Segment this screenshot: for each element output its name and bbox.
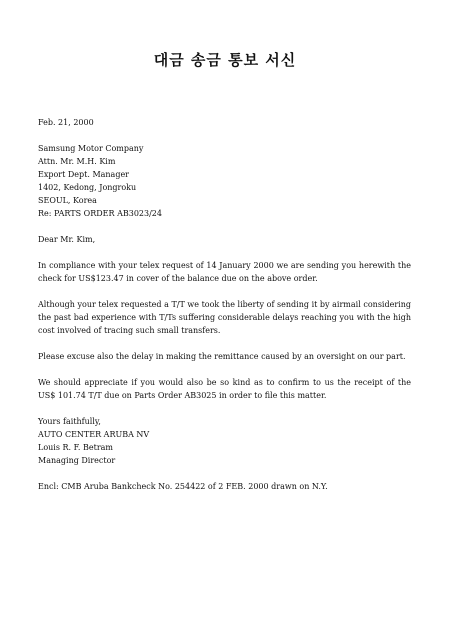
closing-block <box>38 415 411 467</box>
letter-body <box>38 116 411 506</box>
paragraph-confirmation: We should appreciate if you would also be so kind as to confirm to us the receipt of the US$ 101.74 T/T due on Parts Order AB3025 in order to file this matter. <box>38 378 411 400</box>
document-title: 대금 송금 통보 서신 <box>153 51 297 69</box>
sender-title: Managing Director <box>38 456 116 465</box>
letter-date <box>38 116 411 129</box>
recipient-city: SEOUL, Korea <box>38 196 97 205</box>
paragraph-airmail: Although your telex requested a T/T we took the liberty of sending it by airmail considering the past bad experience with T/Ts suffering considerable delays reaching you with the high cost involved of tracing such small transfers. <box>38 300 411 335</box>
recipient-title: Export Dept. Manager <box>38 170 130 179</box>
closing-phrase: Yours faithfully, <box>38 417 101 426</box>
sender-company: AUTO CENTER ARUBA NV <box>38 430 150 439</box>
reference-line: Re: PARTS ORDER AB3023/24 <box>38 209 162 218</box>
salutation-text: Dear Mr. Kim, <box>38 235 96 244</box>
enclosure-text: Encl: CMB Aruba Bankcheck No. 254422 of 2 FEB. 2000 drawn on N.Y. <box>38 482 328 491</box>
paragraph-apology: Please excuse also the delay in making the remittance caused by an oversight on our part. <box>38 352 406 361</box>
enclosure-note <box>38 480 411 493</box>
recipient-attention: Attn. Mr. M.H. Kim <box>38 157 116 166</box>
recipient-street: 1402, Kedong, Jongroku <box>38 183 137 192</box>
date-text: Feb. 21, 2000 <box>38 118 94 127</box>
recipient-company: Samsung Motor Company <box>38 144 144 153</box>
salutation <box>38 233 411 246</box>
sender-name: Louis R. F. Betram <box>38 443 113 452</box>
recipient-address <box>38 142 411 220</box>
paragraph-remittance: In compliance with your telex request of 14 January 2000 we are sending you herewith the check for US$123.47 in cover of the balance due on the above order. <box>38 261 411 283</box>
